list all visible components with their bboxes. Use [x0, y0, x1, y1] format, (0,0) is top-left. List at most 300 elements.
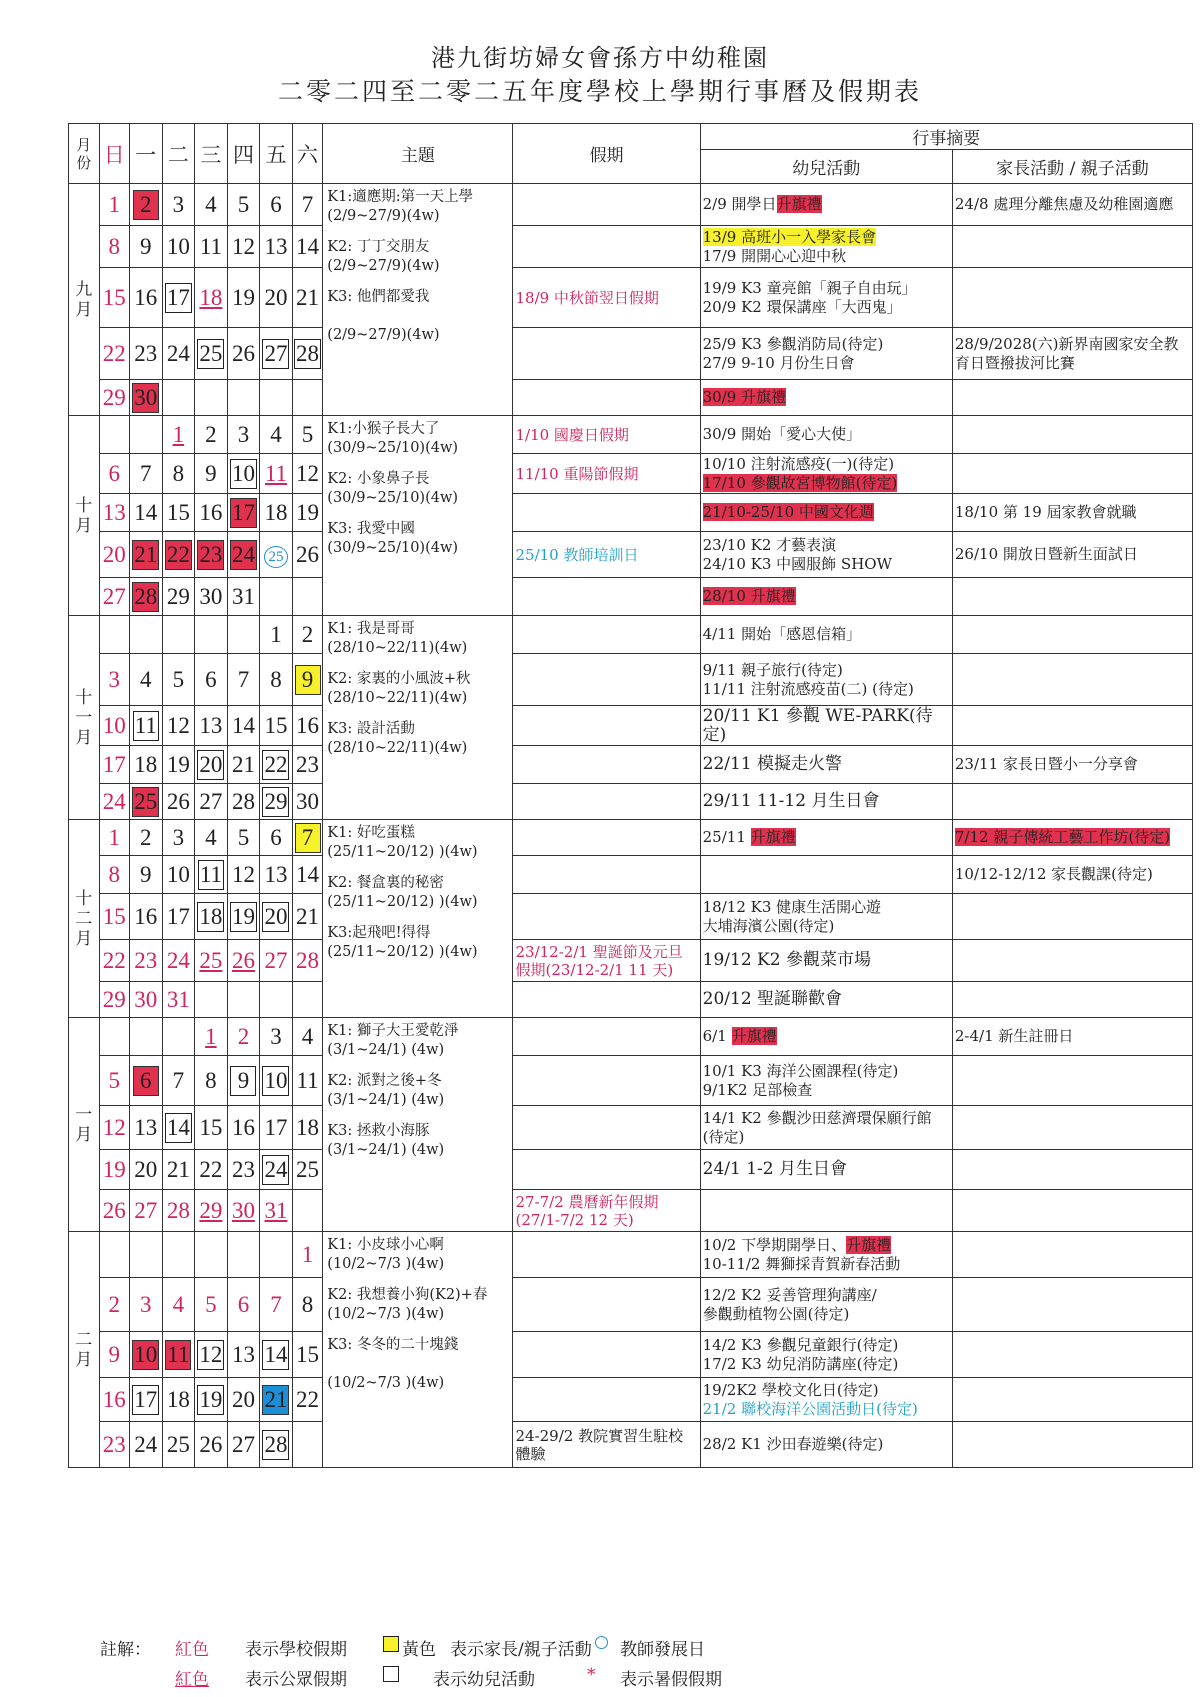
day-number: 14 [134, 499, 158, 525]
activity-text: 19/12 K2 參觀菜市場 [702, 950, 871, 970]
day-number: 25 [132, 787, 159, 817]
day-cell [260, 1378, 293, 1422]
theme-text: K2: 小象鼻子長 (30/9~25/10)(4w) [327, 471, 459, 506]
day-cell [227, 784, 260, 820]
day-cell [162, 1232, 195, 1278]
legend-box-icon [383, 1665, 399, 1685]
month-char: 月 [75, 1124, 93, 1145]
day-number: 17 [132, 1385, 159, 1415]
week-row [69, 578, 1193, 616]
day-cell [130, 1056, 163, 1106]
child-activity-cell [700, 940, 952, 982]
day-cell [99, 616, 130, 654]
theme-text: K1:適應期:第一天上學 (2/9~27/9)(4w) [327, 189, 474, 224]
day-number: 9 [140, 861, 152, 887]
legend-yellow: 黃色 [402, 1640, 436, 1660]
month-char: 月 [75, 928, 93, 949]
activity-text: 升旗禮 [731, 1027, 777, 1045]
theme-text: K2: 我想養小狗(K2)+春 (10/2~7/3 )(4w) [327, 1287, 488, 1322]
day-number: 15 [264, 712, 288, 738]
day-cell [195, 328, 228, 380]
parent-activity-cell [952, 454, 1192, 494]
activity-text: 21/2 聯校海洋公園活動日(待定) [702, 1399, 918, 1418]
theme-text: K1: 獅子大王愛乾淨 (3/1~24/1) (4w) [327, 1023, 459, 1058]
day-cell [195, 1422, 228, 1468]
day-number: 27 [102, 583, 126, 609]
week-row [69, 1332, 1193, 1378]
child-activity-cell [700, 1422, 952, 1468]
parent-activity-cell [952, 1278, 1192, 1332]
day-number: 5 [237, 191, 250, 217]
header-tue: 二 [162, 124, 195, 184]
day-number: 13 [264, 233, 288, 259]
day-number: 23 [102, 1431, 126, 1457]
day-cell [99, 1378, 130, 1422]
day-cell [195, 184, 228, 226]
day-cell [162, 1422, 195, 1468]
child-activity-cell [700, 184, 952, 226]
legend-yellow-box-icon [383, 1635, 399, 1655]
day-cell [292, 1190, 323, 1232]
day-number: 5 [205, 1291, 217, 1317]
day-cell [130, 894, 163, 940]
day-cell [292, 894, 323, 940]
day-number: 25 [197, 339, 224, 369]
day-cell [292, 416, 323, 454]
day-number: 7 [140, 460, 152, 486]
day-cell [292, 1106, 323, 1150]
day-cell [260, 784, 293, 820]
day-cell [292, 784, 323, 820]
day-number: 30 [132, 383, 159, 413]
holiday-cell [513, 226, 700, 268]
day-number: 24 [230, 540, 257, 570]
calendar-body [69, 184, 1193, 1468]
day-number: 17 [166, 903, 190, 929]
parent-activity-text: 23/11 家長日暨小一分享會 [954, 755, 1138, 773]
day-number: 29 [102, 986, 126, 1012]
parent-activity-text: 10/12-12/12 家長觀課(待定) [954, 865, 1153, 883]
day-number: 14 [165, 1113, 192, 1143]
parent-activity-cell [952, 706, 1192, 746]
day-number: 8 [301, 1291, 314, 1317]
day-number: 17 [264, 1114, 288, 1140]
day-cell [130, 268, 163, 328]
month-label [69, 616, 100, 820]
holiday-cell [513, 578, 700, 616]
holiday-cell [513, 1232, 700, 1278]
day-number: 5 [108, 1067, 121, 1093]
day-cell [162, 1278, 195, 1332]
parent-activity-cell [952, 226, 1192, 268]
day-number: 3 [172, 824, 185, 850]
month-char: 月 [75, 299, 93, 320]
day-number: 1 [301, 1241, 314, 1267]
day-cell [195, 226, 228, 268]
calendar-title: 二零二四至二零二五年度學校上學期行事曆及假期表 [277, 77, 922, 106]
week-row [69, 982, 1193, 1018]
legend-circle-desc: 教師發展日 [620, 1640, 705, 1660]
day-cell [162, 184, 195, 226]
week-row [69, 894, 1193, 940]
day-cell [227, 654, 260, 706]
day-cell [195, 268, 228, 328]
day-number: 8 [108, 233, 121, 259]
day-number: 28 [166, 1197, 190, 1223]
day-cell [195, 654, 228, 706]
child-activity-cell [700, 1378, 952, 1422]
day-number: 2 [301, 621, 314, 647]
theme-text: K1: 我是哥哥 (28/10~22/11)(4w) [327, 621, 468, 656]
day-cell [292, 746, 323, 784]
day-cell [260, 454, 293, 494]
day-cell [195, 1232, 228, 1278]
day-cell [292, 578, 323, 616]
day-number: 11 [296, 1067, 319, 1093]
day-cell [130, 1232, 163, 1278]
day-number: 6 [108, 460, 121, 486]
parent-activity-text: 28/9/2028(六)新界南國家安全教育日暨撥拔河比賽 [954, 334, 1179, 372]
day-cell [227, 454, 260, 494]
day-cell [292, 1422, 323, 1468]
day-number: 11 [199, 233, 222, 259]
activity-text: 13/9 高班小一入學家長會 [702, 227, 877, 246]
day-number: 25 [166, 1431, 190, 1457]
day-number: 19 [296, 499, 320, 525]
day-number: 1 [108, 824, 121, 850]
day-number: 17 [102, 751, 126, 777]
day-cell [195, 454, 228, 494]
month-label [69, 1018, 100, 1232]
day-number: 23 [134, 340, 158, 366]
day-number: 13 [134, 1114, 158, 1140]
child-activity-cell [700, 1278, 952, 1332]
child-activity-cell [700, 746, 952, 784]
parent-activity-cell [952, 184, 1192, 226]
week-row [69, 706, 1193, 746]
day-number: 2 [133, 190, 159, 220]
holiday-cell: 27-7/2 農曆新年假期 (27/1-7/2 12 天) [513, 1190, 700, 1232]
month-char: 月 [75, 727, 93, 748]
day-cell [195, 578, 228, 616]
week-row [69, 380, 1193, 416]
parent-activity-cell [952, 1018, 1192, 1056]
day-number: 28 [231, 788, 255, 814]
day-cell [99, 746, 130, 784]
day-number: 7 [172, 1067, 185, 1093]
month-char: 十 [75, 687, 93, 708]
day-number: 30 [231, 1197, 255, 1223]
day-cell [292, 940, 323, 982]
day-cell [130, 784, 163, 820]
day-cell [292, 1150, 323, 1190]
day-number: 16 [134, 284, 158, 310]
day-cell [162, 328, 195, 380]
theme-cell [323, 820, 513, 1018]
day-cell [195, 1056, 228, 1106]
week-row [69, 1378, 1193, 1422]
activity-text: 24/1 1-2 月生日會 [702, 1159, 847, 1179]
legend-star-desc: 表示暑假假期 [620, 1670, 722, 1690]
holiday-cell [513, 746, 700, 784]
day-number: 4 [205, 191, 217, 217]
day-cell [260, 1232, 293, 1278]
day-cell [227, 578, 260, 616]
day-number: 8 [172, 460, 185, 486]
holiday-cell: 1/10 國慶日假期 [513, 416, 700, 454]
theme-cell [323, 416, 513, 616]
legend-red2-desc: 表示公眾假期 [245, 1670, 347, 1690]
day-number: 31 [264, 1197, 288, 1223]
parent-activity-cell [952, 1150, 1192, 1190]
day-cell [292, 856, 323, 894]
child-activity-cell [700, 654, 952, 706]
activity-text: 12/2 K2 妥善管理狗講座/ 參觀動植物公園(待定) [702, 1285, 877, 1323]
month-char: 一 [75, 707, 93, 728]
month-char: 九 [75, 279, 93, 300]
child-activity-cell [700, 784, 952, 820]
holiday-cell: 25/10 教師培訓日 [513, 532, 700, 578]
day-number: 20 [264, 284, 288, 310]
day-cell [130, 1332, 163, 1378]
day-cell [260, 1150, 293, 1190]
day-number: 4 [270, 421, 282, 447]
day-cell [260, 654, 293, 706]
activity-text: 6/1 [702, 1027, 732, 1045]
day-number: 13 [199, 712, 223, 738]
day-cell [260, 1332, 293, 1378]
week-row [69, 416, 1193, 454]
day-cell [227, 1332, 260, 1378]
day-number: 7 [301, 191, 314, 217]
day-number: 28 [132, 582, 159, 612]
day-cell [260, 894, 293, 940]
activity-text: 2/9 開學日 [702, 195, 777, 213]
day-number: 10 [262, 1066, 289, 1096]
day-cell [162, 1332, 195, 1378]
day-cell [99, 1232, 130, 1278]
day-cell [162, 1056, 195, 1106]
legend-red2: 紅色 [175, 1670, 209, 1690]
holiday-cell [513, 1278, 700, 1332]
day-number: 23 [231, 1156, 255, 1182]
day-number: 22 [199, 1156, 223, 1182]
parent-activity-cell [952, 784, 1192, 820]
child-activity-cell [700, 268, 952, 328]
day-cell [162, 1150, 195, 1190]
child-activity-cell [700, 328, 952, 380]
day-number: 19 [231, 284, 255, 310]
day-number: 16 [102, 1386, 126, 1412]
day-cell [260, 856, 293, 894]
day-number: 7 [237, 666, 250, 692]
day-number: 16 [134, 903, 158, 929]
day-number: 22 [102, 947, 126, 973]
day-cell [162, 1378, 195, 1422]
activity-text: 20/11 K1 參觀 WE-PARK(待定) [702, 705, 933, 745]
day-cell [162, 616, 195, 654]
day-number: 10 [102, 712, 126, 738]
header-thu: 四 [227, 124, 260, 184]
day-number: 17 [230, 498, 257, 528]
day-cell [260, 268, 293, 328]
day-number: 5 [172, 666, 185, 692]
day-cell [292, 1278, 323, 1332]
activity-text: 14/2 K3 參觀兒童銀行(待定) 17/2 K3 幼兒消防講座(待定) [702, 1335, 899, 1373]
day-cell [99, 454, 130, 494]
child-activity-cell [700, 226, 952, 268]
day-number: 6 [133, 1066, 159, 1096]
day-cell [99, 940, 130, 982]
holiday-cell [513, 894, 700, 940]
parent-activity-text: 24/8 處理分離焦慮及幼稚園適應 [954, 195, 1174, 213]
day-cell [99, 268, 130, 328]
holiday-cell [513, 820, 700, 856]
day-cell [227, 268, 260, 328]
day-number: 15 [102, 903, 126, 929]
day-number: 15 [199, 1114, 223, 1140]
day-number: 19 [197, 1385, 224, 1415]
holiday-cell [513, 1018, 700, 1056]
day-number: 13 [231, 1341, 255, 1367]
month-char: 月 [75, 515, 93, 536]
day-cell [130, 328, 163, 380]
day-number: 18 [296, 1114, 320, 1140]
child-activity-cell [700, 1056, 952, 1106]
day-number: 23 [296, 751, 320, 777]
day-cell [227, 982, 260, 1018]
header-sun: 日 [99, 124, 130, 184]
day-number: 20 [231, 1386, 255, 1412]
day-number: 1 [205, 1023, 217, 1049]
day-number: 10 [166, 233, 190, 259]
day-number: 21 [166, 1156, 190, 1182]
day-number: 9 [140, 233, 152, 259]
day-cell [99, 894, 130, 940]
parent-activity-cell [952, 616, 1192, 654]
theme-text: K3: 我愛中國 (30/9~25/10)(4w) [327, 521, 459, 556]
day-cell [99, 856, 130, 894]
day-cell [99, 1332, 130, 1378]
child-activity-cell [700, 1150, 952, 1190]
day-number: 6 [237, 1291, 250, 1317]
day-cell [260, 328, 293, 380]
child-activity-cell [700, 416, 952, 454]
day-cell [195, 532, 228, 578]
theme-text: K3: 冬冬的二十塊錢 (10/2~7/3 )(4w) [327, 1337, 459, 1391]
week-row [69, 1232, 1193, 1278]
legend-yellow-desc: 表示家長/親子活動 [450, 1640, 592, 1660]
day-number: 19 [166, 751, 190, 777]
holiday-cell [513, 706, 700, 746]
day-number: 21 [231, 751, 255, 777]
day-number: 7 [270, 1291, 282, 1317]
parent-activity-cell [952, 578, 1192, 616]
day-number: 31 [166, 986, 190, 1012]
day-number: 31 [231, 583, 255, 609]
day-cell [227, 856, 260, 894]
day-cell [99, 982, 130, 1018]
day-cell [260, 494, 293, 532]
day-number: 11 [264, 460, 288, 486]
day-number: 12 [296, 460, 320, 486]
day-cell [130, 1378, 163, 1422]
parent-activity-cell [952, 532, 1192, 578]
theme-text: K1: 小皮球小心啊 (10/2~7/3 )(4w) [327, 1237, 445, 1272]
day-number: 22 [262, 750, 289, 780]
day-cell [162, 746, 195, 784]
day-number: 16 [296, 712, 320, 738]
day-cell [292, 1332, 323, 1378]
day-cell [227, 1422, 260, 1468]
parent-activity-cell [952, 268, 1192, 328]
parent-activity-cell [952, 856, 1192, 894]
activity-text: 17/10 參觀故宮博物館(待定) [702, 473, 898, 492]
day-cell [130, 416, 163, 454]
month-char: 十 [75, 495, 93, 516]
day-cell [162, 856, 195, 894]
day-cell [162, 380, 195, 416]
activity-text: 25/9 K3 參觀消防局(待定) 27/9 9-10 月份生日會 [702, 334, 884, 372]
header-fri: 五 [260, 124, 293, 184]
day-number: 26 [199, 1431, 223, 1457]
week-row [69, 940, 1193, 982]
day-cell [130, 494, 163, 532]
legend-red1: 紅色 [175, 1640, 209, 1660]
activity-text: 18/12 K3 健康生活開心遊 大埔海濱公園(待定) [702, 897, 882, 935]
day-cell [130, 532, 163, 578]
day-cell [195, 1106, 228, 1150]
day-number: 2 [140, 824, 152, 850]
activity-text: 22/11 模擬走火警 [702, 754, 843, 774]
child-activity-cell [700, 1018, 952, 1056]
day-cell [99, 820, 130, 856]
week-row [69, 494, 1193, 532]
month-label [69, 184, 100, 416]
week-row [69, 1018, 1193, 1056]
child-activity-cell [700, 616, 952, 654]
week-row [69, 454, 1193, 494]
day-cell [130, 746, 163, 784]
day-cell [227, 1150, 260, 1190]
theme-cell [323, 184, 513, 416]
activity-text: 升旗禮 [846, 1235, 892, 1254]
month-char: 二 [75, 908, 93, 929]
month-char: 二 [75, 1329, 93, 1350]
calendar-table [68, 123, 1193, 1468]
parent-activity-cell [952, 1190, 1192, 1232]
activity-text: 9/11 親子旅行(待定) 11/11 注射流感疫苗(二) (待定) [702, 660, 914, 698]
day-cell [195, 784, 228, 820]
day-number: 16 [231, 1114, 255, 1140]
day-cell [130, 856, 163, 894]
day-number: 14 [296, 861, 320, 887]
day-cell [130, 1278, 163, 1332]
day-number: 20 [102, 541, 126, 567]
day-cell [292, 982, 323, 1018]
day-number: 25 [199, 947, 223, 973]
day-number: 12 [166, 712, 190, 738]
day-number: 14 [231, 712, 255, 738]
day-cell [130, 706, 163, 746]
activity-text: 28/10 升旗禮 [702, 587, 796, 605]
week-row [69, 616, 1193, 654]
day-cell [292, 1232, 323, 1278]
child-activity-cell [700, 1106, 952, 1150]
day-cell [227, 494, 260, 532]
parent-activity-cell [952, 820, 1192, 856]
month-char: 一 [75, 1104, 93, 1125]
